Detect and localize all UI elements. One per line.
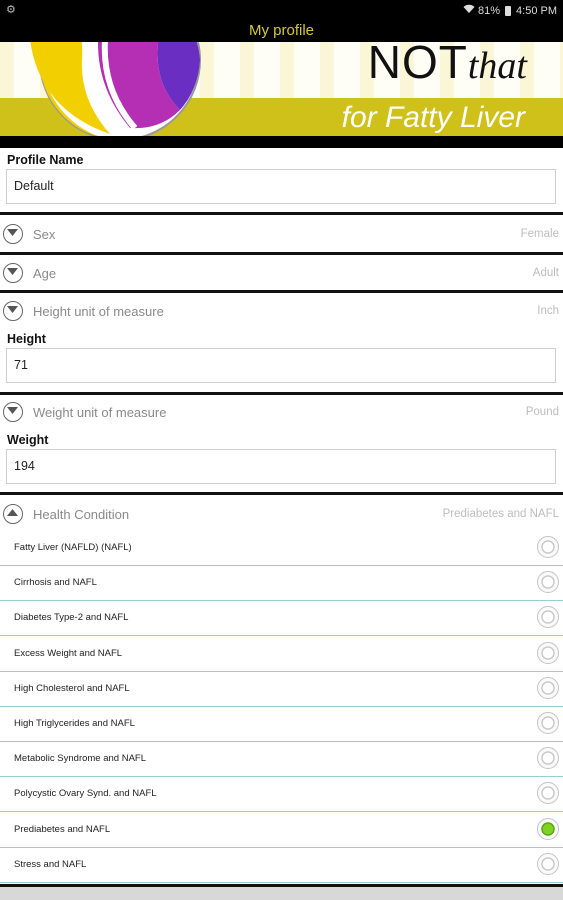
chevron-down-icon [3,301,23,321]
chevron-up-icon [3,504,23,524]
section-divider [0,212,563,215]
battery-icon [505,6,511,16]
health-option[interactable] [0,742,563,777]
height-label: Height [7,332,46,346]
health-option[interactable] [0,813,563,848]
status-right [463,4,557,17]
height-unit-label: Height unit of measure [33,304,164,319]
brand-logo [10,42,205,136]
status-time: 4:50 PM [516,4,557,17]
radio-unchecked-icon[interactable] [537,571,559,593]
health-option-label: Metabolic Syndrome and NAFL [14,753,147,765]
section-divider [0,290,563,293]
page-title: My profile [0,20,563,42]
health-condition-label: Health Condition [33,507,130,522]
radio-unchecked-icon[interactable] [537,606,559,628]
banner-subtitle: for Fatty Liver [341,101,525,134]
weight-label: Weight [7,433,49,447]
health-option-label: Cirrhosis and NAFL [14,577,97,589]
radio-unchecked-icon[interactable] [537,642,559,664]
radio-unchecked-icon[interactable] [537,747,559,769]
sex-label: Sex [33,227,56,242]
health-option[interactable] [0,601,563,636]
sex-value: Female [520,228,559,240]
health-option[interactable] [0,637,563,672]
brand-italic: that [467,45,527,87]
health-option[interactable] [0,566,563,601]
health-option[interactable] [0,777,563,812]
chevron-down-icon [3,263,23,283]
radio-unchecked-icon[interactable] [537,782,559,804]
radio-unchecked-icon[interactable] [537,536,559,558]
age-value: Adult [532,267,559,279]
health-option-label: Prediabetes and NAFL [14,823,111,835]
brand-wordmark [368,42,527,86]
status-bar [0,0,563,20]
chevron-down-icon [3,224,23,244]
weight-unit-row[interactable] [0,398,563,428]
weight-unit-value: Pound [525,406,559,418]
health-option-label: Diabetes Type-2 and NAFL [14,612,129,624]
banner-divider [0,136,563,148]
health-option[interactable] [0,531,563,566]
profile-name-input[interactable]: Default [6,169,556,204]
bottom-divider [0,884,563,900]
section-divider [0,492,563,495]
health-option-label: High Triglycerides and NAFL [14,718,135,729]
health-option-label: High Cholesterol and NAFL [14,682,130,694]
health-option-label: Excess Weight and NAFL [14,647,123,659]
health-option-label: Stress and NAFL [14,858,87,870]
profile-name-label: Profile Name [7,153,84,167]
age-row[interactable] [0,259,563,289]
height-input[interactable]: 71 [6,348,556,383]
sex-row[interactable] [0,220,563,250]
section-divider [0,252,563,255]
height-unit-row[interactable] [0,297,563,327]
age-label: Age [33,266,57,281]
brand-top: NOT [367,42,468,88]
health-option[interactable] [0,848,563,883]
weight-input[interactable]: 194 [6,449,556,484]
health-option-label: Polycystic Ovary Synd. and NAFL [14,788,157,800]
health-condition-value: Prediabetes and NAFL [442,508,559,520]
settings-gear-icon: ⚙ [6,4,16,16]
weight-unit-label: Weight unit of measure [33,405,167,420]
wifi-icon [463,4,475,17]
app-banner [0,42,563,136]
battery-level: 81% [478,4,501,17]
height-unit-value: Inch [537,305,559,317]
health-option[interactable] [0,672,563,707]
chevron-down-icon [3,402,23,422]
radio-unchecked-icon[interactable] [537,712,559,734]
section-divider [0,392,563,395]
radio-checked-icon[interactable] [537,818,559,840]
radio-unchecked-icon[interactable] [537,853,559,875]
health-option[interactable] [0,707,563,742]
radio-unchecked-icon[interactable] [537,677,559,699]
health-option-label: Fatty Liver (NAFLD) (NAFL) [14,542,132,553]
health-condition-row[interactable] [0,500,563,530]
